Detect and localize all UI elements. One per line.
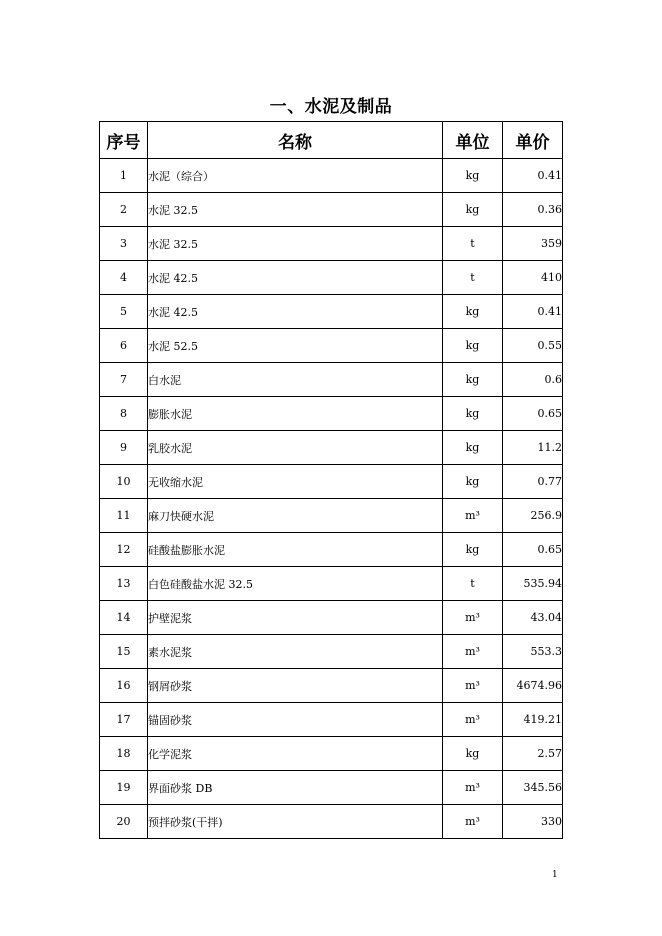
cell-unit: m³	[443, 635, 503, 669]
cell-unit: kg	[443, 193, 503, 227]
cell-name: 无收缩水泥	[148, 465, 443, 499]
cell-name: 水泥 32.5	[148, 227, 443, 261]
table-row	[100, 669, 563, 703]
cell-name: 硅酸盐膨胀水泥	[148, 533, 443, 567]
cell-unit: kg	[443, 465, 503, 499]
cell-price: 0.41	[503, 159, 563, 193]
cell-unit: t	[443, 567, 503, 601]
cell-price: 0.65	[503, 397, 563, 431]
cell-name: 水泥 42.5	[148, 261, 443, 295]
table-row	[100, 329, 563, 363]
cell-unit: kg	[443, 329, 503, 363]
cell-unit: kg	[443, 533, 503, 567]
section-title: 一、水泥及制品	[269, 97, 393, 117]
table-row	[100, 227, 563, 261]
cell-name: 乳胶水泥	[148, 431, 443, 465]
cell-unit: t	[443, 227, 503, 261]
cell-name: 麻刀快硬水泥	[148, 499, 443, 533]
cell-name: 水泥（综合）	[148, 159, 443, 193]
table-row	[100, 193, 563, 227]
table-row	[100, 363, 563, 397]
cell-price: 0.36	[503, 193, 563, 227]
cell-no: 11	[100, 499, 148, 533]
table-row	[100, 159, 563, 193]
cell-unit: m³	[443, 805, 503, 839]
cell-price: 0.41	[503, 295, 563, 329]
cell-no: 14	[100, 601, 148, 635]
cell-unit: m³	[443, 771, 503, 805]
cell-unit: kg	[443, 295, 503, 329]
cell-unit: kg	[443, 363, 503, 397]
table-row	[100, 737, 563, 771]
cell-no: 7	[100, 363, 148, 397]
cell-no: 18	[100, 737, 148, 771]
cell-price: 0.65	[503, 533, 563, 567]
cell-price: 410	[503, 261, 563, 295]
table-row	[100, 431, 563, 465]
cell-price: 419.21	[503, 703, 563, 737]
table-row	[100, 771, 563, 805]
cell-unit: m³	[443, 601, 503, 635]
header-no: 序号	[100, 122, 148, 159]
cell-name: 素水泥浆	[148, 635, 443, 669]
cell-price: 4674.96	[503, 669, 563, 703]
cell-unit: kg	[443, 397, 503, 431]
cell-price: 330	[503, 805, 563, 839]
cell-no: 17	[100, 703, 148, 737]
cell-no: 5	[100, 295, 148, 329]
table-body	[100, 159, 563, 839]
cell-no: 2	[100, 193, 148, 227]
header-price: 单价	[503, 122, 563, 159]
cell-no: 16	[100, 669, 148, 703]
cell-name: 预拌砂浆(干拌)	[148, 805, 443, 839]
cell-name: 白水泥	[148, 363, 443, 397]
table-row	[100, 805, 563, 839]
cell-price: 0.55	[503, 329, 563, 363]
cell-price: 553.3	[503, 635, 563, 669]
cell-name: 锚固砂浆	[148, 703, 443, 737]
cell-unit: t	[443, 261, 503, 295]
cell-name: 化学泥浆	[148, 737, 443, 771]
table-row	[100, 533, 563, 567]
cell-price: 535.94	[503, 567, 563, 601]
price-table	[99, 121, 563, 839]
table-row	[100, 499, 563, 533]
table-row	[100, 703, 563, 737]
cell-unit: kg	[443, 159, 503, 193]
cell-price: 0.6	[503, 363, 563, 397]
cell-no: 13	[100, 567, 148, 601]
table-row	[100, 567, 563, 601]
cell-no: 12	[100, 533, 148, 567]
cell-name: 界面砂浆 DB	[148, 771, 443, 805]
cell-unit: m³	[443, 703, 503, 737]
cell-no: 19	[100, 771, 148, 805]
cell-name: 水泥 42.5	[148, 295, 443, 329]
table-row	[100, 397, 563, 431]
cell-unit: kg	[443, 431, 503, 465]
cell-name: 膨胀水泥	[148, 397, 443, 431]
cell-name: 白色硅酸盐水泥 32.5	[148, 567, 443, 601]
table-row	[100, 465, 563, 499]
cell-price: 2.57	[503, 737, 563, 771]
cell-no: 3	[100, 227, 148, 261]
cell-name: 水泥 52.5	[148, 329, 443, 363]
table-header-row	[100, 122, 563, 159]
table-row	[100, 635, 563, 669]
cell-price: 359	[503, 227, 563, 261]
cell-no: 8	[100, 397, 148, 431]
cell-price: 345.56	[503, 771, 563, 805]
cell-name: 护壁泥浆	[148, 601, 443, 635]
table-row	[100, 295, 563, 329]
cell-price: 43.04	[503, 601, 563, 635]
cell-price: 11.2	[503, 431, 563, 465]
cell-no: 10	[100, 465, 148, 499]
cell-no: 20	[100, 805, 148, 839]
cell-unit: m³	[443, 669, 503, 703]
header-unit: 单位	[443, 122, 503, 159]
cell-unit: m³	[443, 499, 503, 533]
page-number: 1	[552, 870, 558, 880]
table-row	[100, 601, 563, 635]
cell-price: 0.77	[503, 465, 563, 499]
cell-name: 水泥 32.5	[148, 193, 443, 227]
header-name: 名称	[148, 122, 443, 159]
cell-no: 9	[100, 431, 148, 465]
table-row	[100, 261, 563, 295]
cell-no: 1	[100, 159, 148, 193]
cell-name: 钢屑砂浆	[148, 669, 443, 703]
cell-no: 4	[100, 261, 148, 295]
cell-price: 256.9	[503, 499, 563, 533]
cell-no: 15	[100, 635, 148, 669]
cell-unit: kg	[443, 737, 503, 771]
cell-no: 6	[100, 329, 148, 363]
